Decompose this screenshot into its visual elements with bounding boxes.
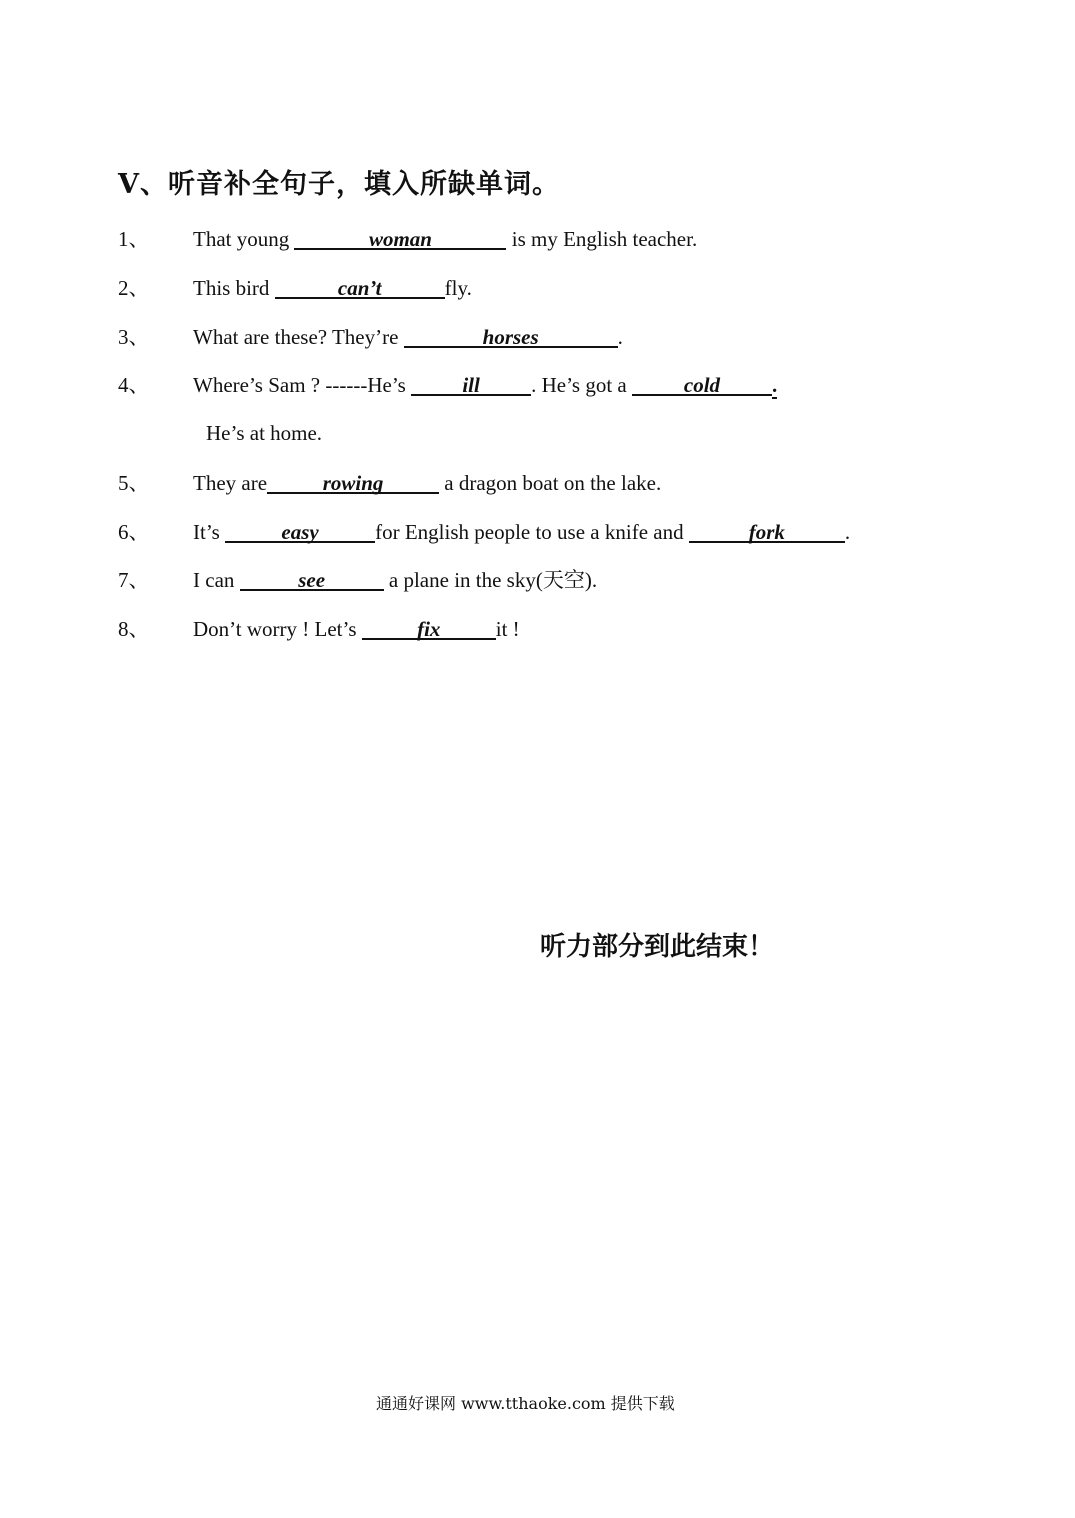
question-number: 1、	[118, 227, 150, 251]
text-after: .	[771, 373, 778, 397]
answer-blank-2: fork	[689, 517, 845, 543]
answer-blank: ill	[411, 370, 531, 396]
section-heading: V、听音补全句子，填入所缺单词。	[118, 169, 560, 200]
text-after: fly.	[444, 276, 472, 300]
answer-blank: rowing	[267, 468, 439, 494]
answer-blank: fix	[362, 614, 496, 640]
text-before: This bird	[193, 276, 275, 300]
text-before: What are these? They’re	[193, 325, 404, 349]
text-before: I can	[193, 568, 240, 592]
text-after: it !	[495, 617, 520, 641]
question-number: 3、	[118, 325, 150, 349]
text-middle: . He’s got a	[531, 373, 632, 397]
text-after: a plane in the sky(天空).	[383, 568, 598, 592]
text-after: is my English teacher.	[506, 227, 698, 251]
footer-source: 通通好课网 www.tthaoke.com 提供下载	[376, 1394, 675, 1413]
question-number: 6、	[118, 520, 150, 544]
text-before: It’s	[193, 520, 226, 544]
continuation-text: He’s at home.	[206, 421, 323, 445]
text-before: Where’s Sam ? ------He’s	[193, 373, 412, 397]
question-number: 8、	[118, 617, 150, 641]
answer-blank: horses	[404, 322, 618, 348]
answer-blank: woman	[294, 224, 506, 250]
question-number: 7、	[118, 568, 150, 592]
text-after: .	[617, 325, 623, 349]
text-after: .	[844, 520, 851, 544]
question-number: 4、	[118, 373, 150, 397]
answer-blank: see	[240, 565, 384, 591]
answer-blank: easy	[225, 517, 375, 543]
text-before: That young	[193, 227, 295, 251]
question-text	[193, 565, 597, 595]
text-before: Don’t worry ! Let’s	[193, 617, 362, 641]
answer-blank-2: cold	[632, 370, 772, 396]
text-after: a dragon boat on the lake.	[439, 471, 662, 495]
question-number: 2、	[118, 276, 150, 300]
text-before: They are	[193, 471, 268, 495]
answer-blank: can’t	[275, 273, 445, 299]
question-text	[193, 517, 850, 547]
question-number: 5、	[118, 471, 150, 495]
question-text	[193, 614, 520, 644]
question-text	[193, 322, 623, 352]
question-text	[193, 273, 472, 303]
section-end-note: 听力部分到此结束！	[540, 932, 775, 962]
text-middle: for English people to use a knife and	[375, 520, 689, 544]
question-text	[193, 370, 777, 400]
question-text	[193, 468, 661, 498]
question-text	[193, 224, 697, 254]
